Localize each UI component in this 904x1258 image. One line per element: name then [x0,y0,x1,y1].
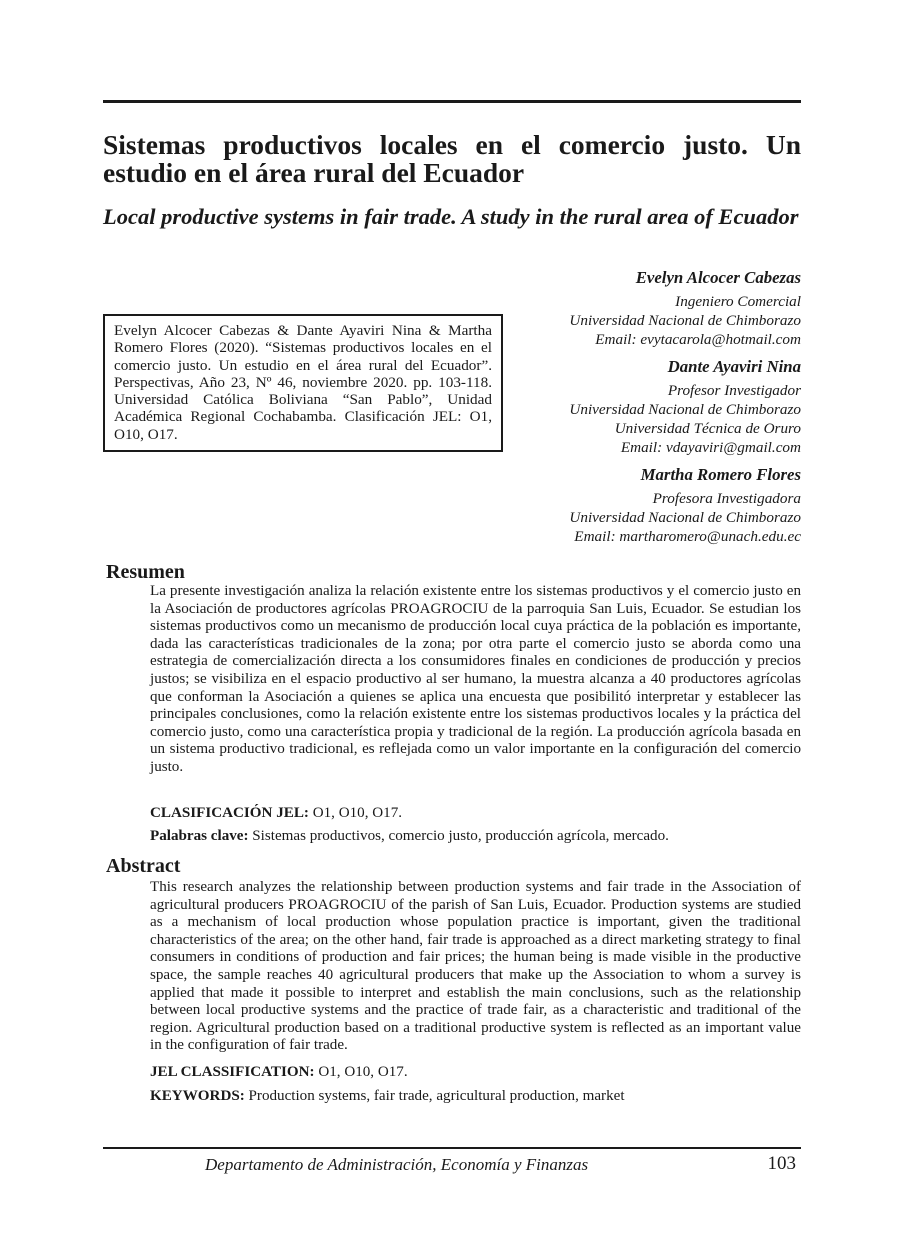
jel-label-es: CLASIFICACIÓN JEL: [150,805,309,821]
jel-label-en: JEL CLASSIFICATION: [150,1064,315,1080]
keywords-label-en: KEYWORDS: [150,1088,245,1104]
author-affiliation: Universidad Nacional de Chimborazo [569,509,801,526]
jel-value-en: O1, O10, O17. [314,1064,408,1080]
resumen-text: La presente investigación analiza la relación existente entre los sistemas productivos y el comercio justo en la Asociación de productores agrícolas PROAGROCIU de la parroquia San Luis, Ecuador. Se estudian los sistemas productivos como un mecanismo de producción local cuya práctica de la población es importante, dada las características tradicionales de la zona; por otra parte el comercio justo se aborda como una estrategia de comercialización directa a los consumidores finales en condiciones de producción y precios justos; se visibiliza en el espacio productivo al ser humano, la muestra alcanza a 40 productores agrícolas que conforman la Asociación a quienes se aplica una encuesta que posibilitó interpretar y establecer las principales conclusiones, como la relación existente entre los sistemas productivos locales y la práctica del comercio justo, como una característica propia y tradicional de la región. La producción agrícola basada en un sistema productivo tradicional, es reflejada como un valor importante en la configuración del comercio justo. [150,583,801,775]
author-block [371,357,801,457]
author-block [371,465,801,546]
keywords-label-es: Palabras clave: [150,828,249,844]
abstract-heading: Abstract [106,855,181,877]
jel-value-es: O1, O10, O17. [308,805,403,821]
author-title: Profesor Investigador [667,382,801,399]
author-affiliation: Universidad Nacional de Chimborazo [569,401,801,418]
resumen-heading: Resumen [106,561,185,583]
keywords-en [150,1087,801,1105]
footer-department: Departamento de Administración, Economía y Finanzas [205,1155,589,1174]
footer-rule [103,1147,801,1149]
author-title: Profesora Investigadora [652,490,801,507]
keywords-value-es: Sistemas productivos, comercio justo, producción agrícola, mercado. [248,828,669,844]
author-name: Martha Romero Flores [640,465,801,484]
author-name: Dante Ayaviri Nina [667,357,801,376]
author-email[interactable]: Email: martharomero@unach.edu.ec [574,528,801,545]
author-title: Ingeniero Comercial [675,293,801,310]
author-email[interactable]: Email: evytacarola@hotmail.com [595,331,801,348]
author-name: Evelyn Alcocer Cabezas [635,268,801,287]
keywords-value-en: Production systems, fair trade, agricultural production, market [244,1088,625,1104]
page-number: 103 [767,1153,796,1174]
author-list [371,268,801,554]
article-subtitle: Local productive systems in fair trade. A study in the rural area of Ecuador [103,204,799,229]
citation-box: Evelyn Alcocer Cabezas & Dante Ayaviri Nina & Martha Romero Flores (2020). “Sistemas productivos locales en el comercio justo. Un estudio en el área rural del Ecuador”. Perspectivas, Año 23, Nº 46, noviembre 2020. pp. 103-118. Universidad Católica Boliviana “San Pablo”, Unidad Académica Regional Cochabamba. Clasificación JEL: O1, O10, O17. [103,314,503,452]
jel-classification-es [150,804,801,822]
author-affiliation: Universidad Técnica de Oruro [614,420,801,437]
abstract-text: This research analyzes the relationship between production systems and fair trade in the Association of agricultural producers PROAGROCIU of the parish of San Luis, Ecuador. Production systems are studied as a mechanism of local production whose population practice is important, given the traditional characteristics of the area; on the other hand, fair trade is approached as a direct marketing strategy to final consumers in conditions of production and fair prices; the human being is made visible in the productive space, the sample reaches 40 agricultural producers that make up the Association to whom a survey is applied that made it possible to interpret and establish the main conclusions, such as the relationship between local productive systems and the practice of trade fair, as a characteristic and traditional of the region. Agricultural production based on a traditional productive system is reflected as an important value in the configuration of fair trade. [150,879,801,1054]
jel-classification-en [150,1063,801,1081]
article-title: Sistemas productivos locales en el comercio justo. Un estudio en el área rural del Ecuador [103,129,801,188]
author-block [371,268,801,349]
top-rule [103,100,801,103]
author-affiliation: Universidad Nacional de Chimborazo [569,312,801,329]
keywords-es [150,827,801,845]
author-email[interactable]: Email: vdayaviri@gmail.com [620,439,801,456]
